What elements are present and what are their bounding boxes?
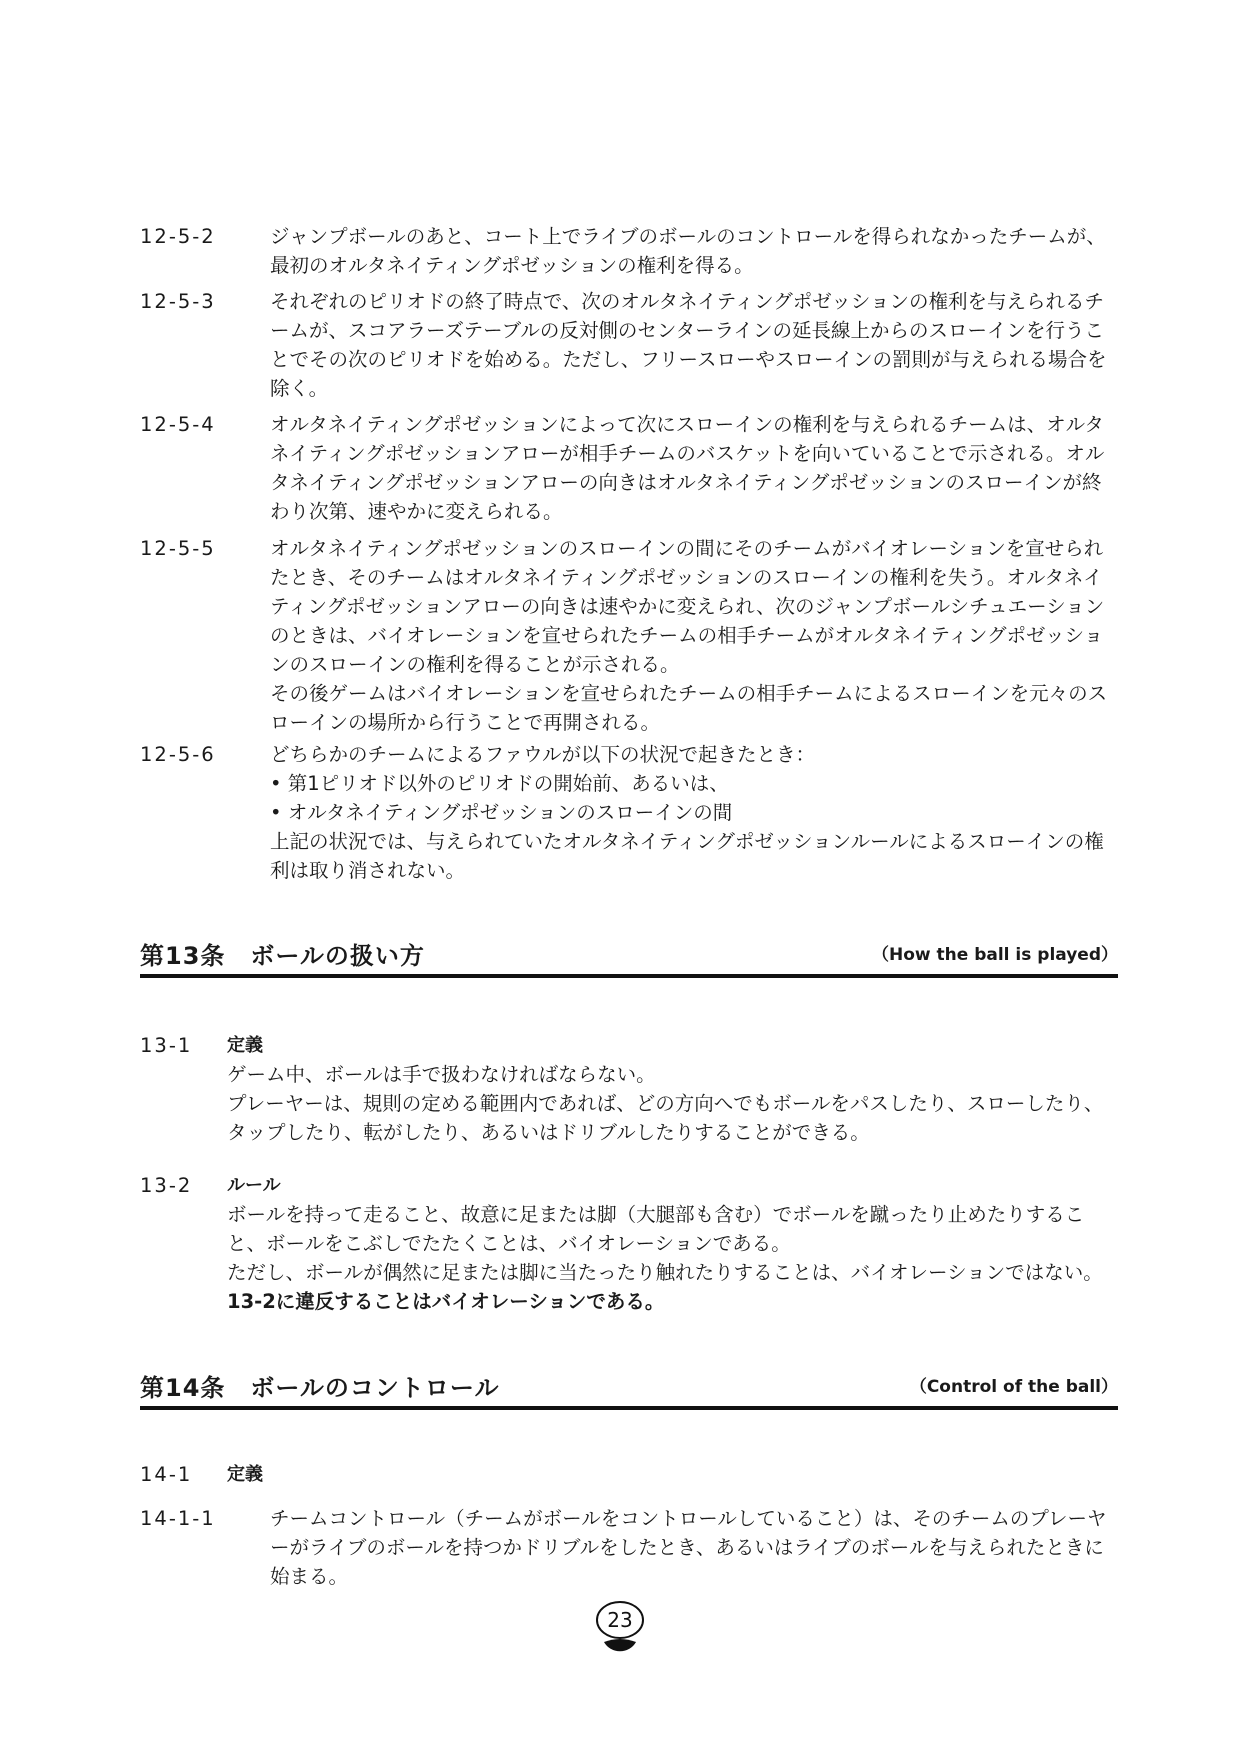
article-title: 第13条 ボールの扱い方 <box>140 942 425 970</box>
header-rule <box>140 1406 1118 1410</box>
page-number-badge <box>595 1598 645 1670</box>
page-number: 23 <box>607 1608 633 1632</box>
clause-number: 12-5-5 <box>140 537 216 560</box>
clause-12-5-5 <box>140 534 1115 737</box>
page-number-icon <box>595 1598 645 1670</box>
section-text: ゲーム中、ボールは手で扱わなければならない。 <box>227 1063 656 1086</box>
section-heading: 定義 <box>227 1464 263 1485</box>
section-13-2 <box>140 1171 1115 1316</box>
section-13-1 <box>140 1031 1115 1147</box>
article-english-title: （Control of the ball） <box>909 1377 1118 1397</box>
clause-number: 12-5-4 <box>140 413 216 436</box>
section-14-1 <box>140 1460 1115 1489</box>
section-text: プレーヤーは、規則の定める範囲内であれば、どの方向へでもボールをパスしたり、スローしたり、タップしたり、転がしたり、あるいはドリブルしたりすることができる。 <box>227 1092 1104 1144</box>
bullet-item: • 第1ピリオド以外のピリオドの開始前、あるいは、 <box>270 772 729 795</box>
clause-text: チームコントロール（チームがボールをコントロールしていること）は、そのチームのプレーヤーがライブのボールを持つかドリブルをしたとき、あるいはライブのボールを与えられたときに始まる。 <box>270 1507 1107 1588</box>
clause-number: 12-5-3 <box>140 290 216 313</box>
clause-text: オルタネイティングポゼッションのスローインの間にそのチームがバイオレーションを宣せられたとき、そのチームはオルタネイティングポゼッションのスローインの権利を失う。オルタネイティングポゼッションアローの向きは速やかに変えられ、次のジャンプボールシチュエーションのときは、バイオレーションを宣せられたチームの相手チームがオルタネイティングポゼッションのスローインの権利を得ることが示される。 <box>270 537 1105 676</box>
article-english-title: （How the ball is played） <box>871 945 1118 965</box>
clause-12-5-3 <box>140 287 1115 403</box>
clause-text: 上記の状況では、与えられていたオルタネイティングポゼッションルールによるスローインの権利は取り消されない。 <box>270 830 1104 882</box>
clause-number: 14-1-1 <box>140 1507 216 1530</box>
clause-12-5-2 <box>140 222 1115 280</box>
bullet-item: • オルタネイティングポゼッションのスローインの間 <box>270 801 733 824</box>
clause-text: その後ゲームはバイオレーションを宣せられたチームの相手チームによるスローインを元々のスローインの場所から行うことで再開される。 <box>270 682 1108 734</box>
section-text: ボールを持って走ること、故意に足または脚（大腿部も含む）でボールを蹴ったり止めたりすること、ボールをこぶしでたたくことは、バイオレーションである。 <box>227 1203 1085 1255</box>
clause-text: どちらかのチームによるファウルが以下の状況で起きたとき： <box>270 743 816 766</box>
article-14-header <box>140 1362 1118 1410</box>
section-number: 13-1 <box>140 1034 193 1057</box>
violation-note: 13-2に違反することはバイオレーションである。 <box>227 1290 665 1313</box>
section-text: ただし、ボールが偶然に足または脚に当たったり触れたりすることは、バイオレーションではない。 <box>227 1261 1103 1284</box>
article-13-header <box>140 930 1118 978</box>
section-heading: ルール <box>227 1175 281 1196</box>
section-heading: 定義 <box>227 1035 263 1056</box>
clause-12-5-6 <box>140 740 1115 885</box>
clause-14-1-1 <box>140 1504 1115 1591</box>
article-title: 第14条 ボールのコントロール <box>140 1374 500 1402</box>
clause-number: 12-5-6 <box>140 743 216 766</box>
clause-text: オルタネイティングポゼッションによって次にスローインの権利を与えられるチームは、オルタネイティングポゼッションアローが相手チームのバスケットを向いていることで示される。オルタネイティングポゼッションアローの向きはオルタネイティングポゼッションのスローインが終わり次第、速やかに変えられる。 <box>270 413 1105 523</box>
section-number: 13-2 <box>140 1174 193 1197</box>
clause-number: 12-5-2 <box>140 225 216 248</box>
section-number: 14-1 <box>140 1463 193 1486</box>
clause-text: ジャンプボールのあと、コート上でライブのボールのコントロールを得られなかったチームが、最初のオルタネイティングポゼッションの権利を得る。 <box>270 225 1106 277</box>
clause-text: それぞれのピリオドの終了時点で、次のオルタネイティングポゼッションの権利を与えられるチームが、スコアラーズテーブルの反対側のセンターラインの延長線上からのスローインを行うことでその次のピリオドを始める。ただし、フリースローやスローインの罰則が与えられる場合を除く。 <box>270 290 1107 400</box>
header-rule <box>140 974 1118 978</box>
clause-12-5-4 <box>140 410 1115 526</box>
